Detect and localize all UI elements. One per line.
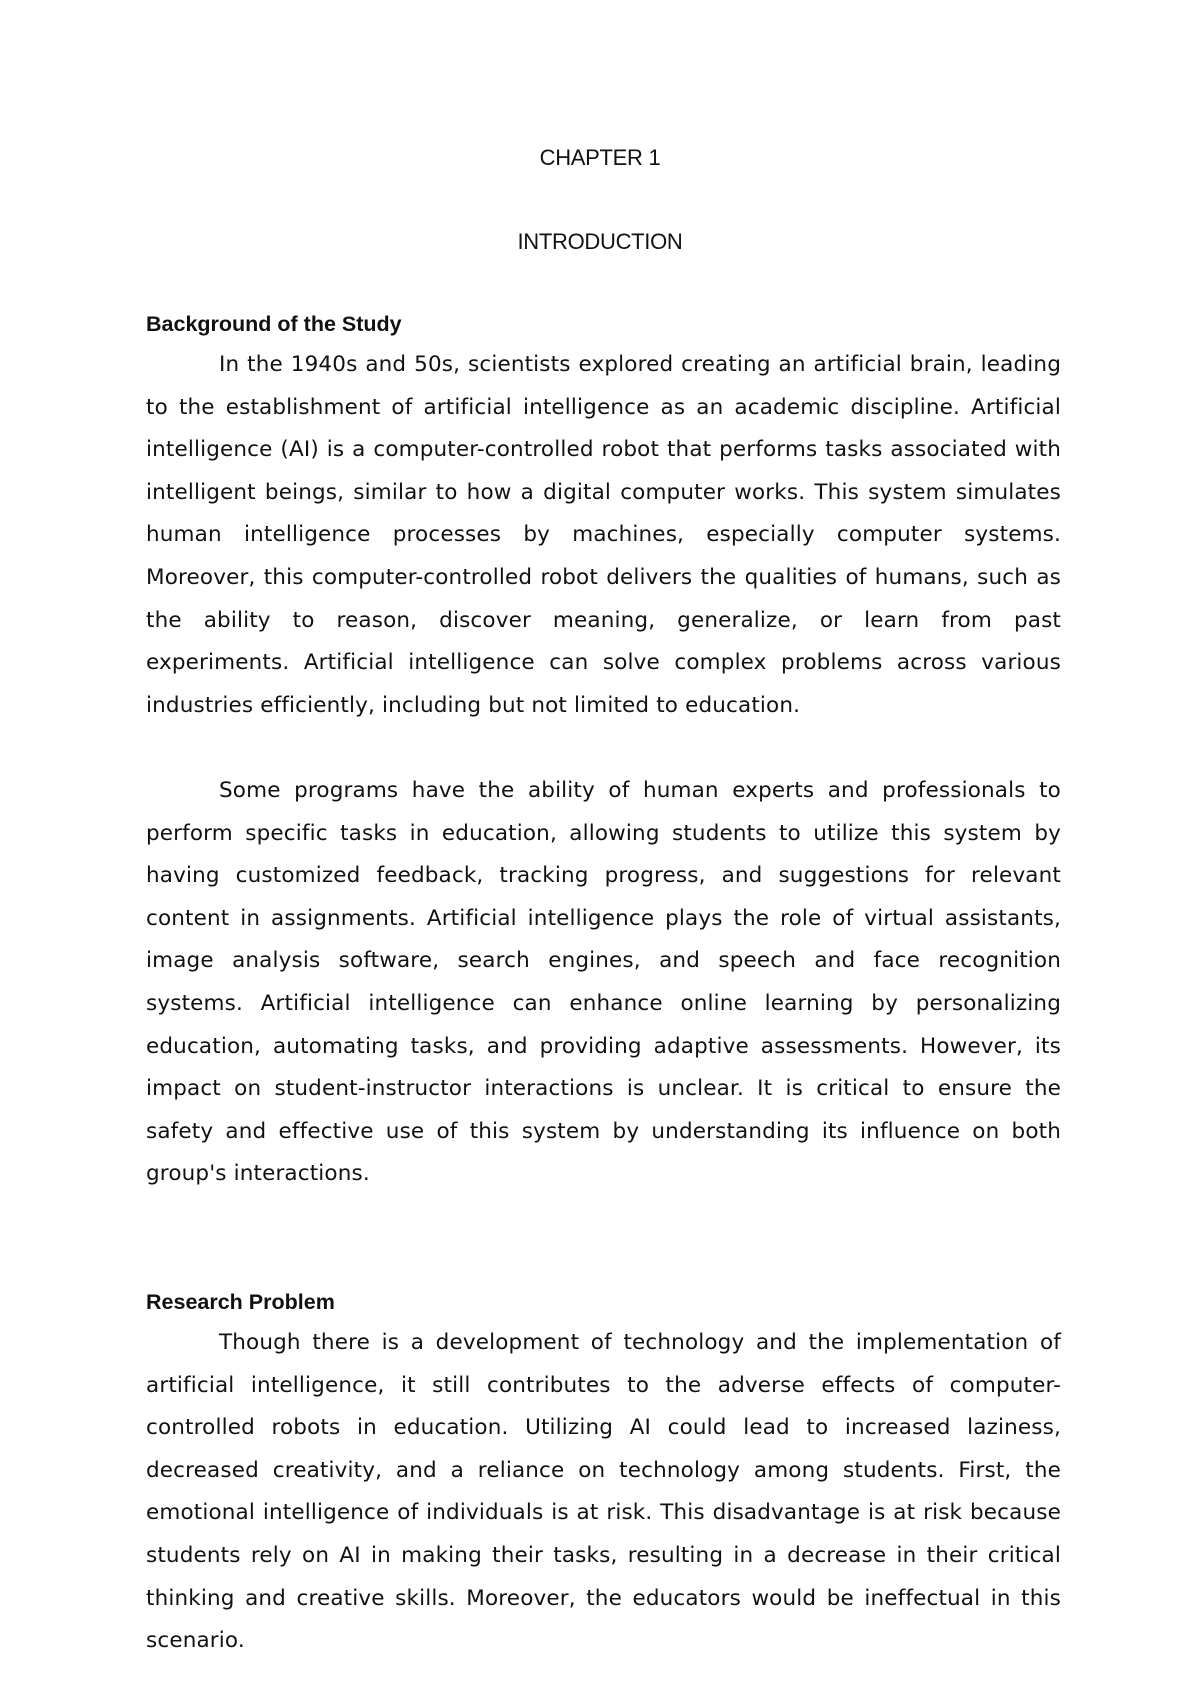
chapter-title: INTRODUCTION xyxy=(517,229,683,254)
research-problem-heading: Research Problem xyxy=(146,1290,335,1314)
chapter-label: CHAPTER 1 xyxy=(539,145,661,170)
research-problem-paragraph-1: Though there is a development of technology and the implementation of artificial intelligence, it still contributes to the adverse effects of computer-controlled robots in education. Utilizing AI could lead to increased laziness, decreased creativity, and a reliance on technology among students. First, the emotional intelligence of individuals is at risk. This disadvantage is at risk because students rely on AI in making their tasks, resulting in a decrease in their critical thinking and creative skills. Moreover, the educators would be ineffectual in this scenario. xyxy=(146,1330,1061,1654)
background-paragraph-2: Some programs have the ability of human experts and professionals to perform specific tasks in education, allowing students to utilize this system by having customized feedback, tracking progress, and suggestions for relevant content in assignments. Artificial intelligence plays the role of virtual assistants, image analysis software, search engines, and speech and face recognition systems. Artificial intelligence can enhance online learning by personalizing education, automating tasks, and providing adaptive assessments. However, its impact on student-instructor interactions is unclear. It is critical to ensure the safety and effective use of this system by understanding its influence on both group's interactions. xyxy=(146,778,1061,1187)
background-paragraph-1: In the 1940s and 50s, scientists explored creating an artificial brain, leading to the establishment of artificial intelligence as an academic discipline. Artificial intelligence (AI) is a computer-controlled robot that performs tasks associated with intelligent beings, similar to how a digital computer works. This system simulates human intelligence processes by machines, especially computer systems. Moreover, this computer-controlled robot delivers the qualities of humans, such as the ability to reason, discover meaning, generalize, or learn from past experiments. Artificial intelligence can solve complex problems across various industries efficiently, including but not limited to education. xyxy=(146,352,1061,718)
background-section-heading: Background of the Study xyxy=(146,312,402,336)
